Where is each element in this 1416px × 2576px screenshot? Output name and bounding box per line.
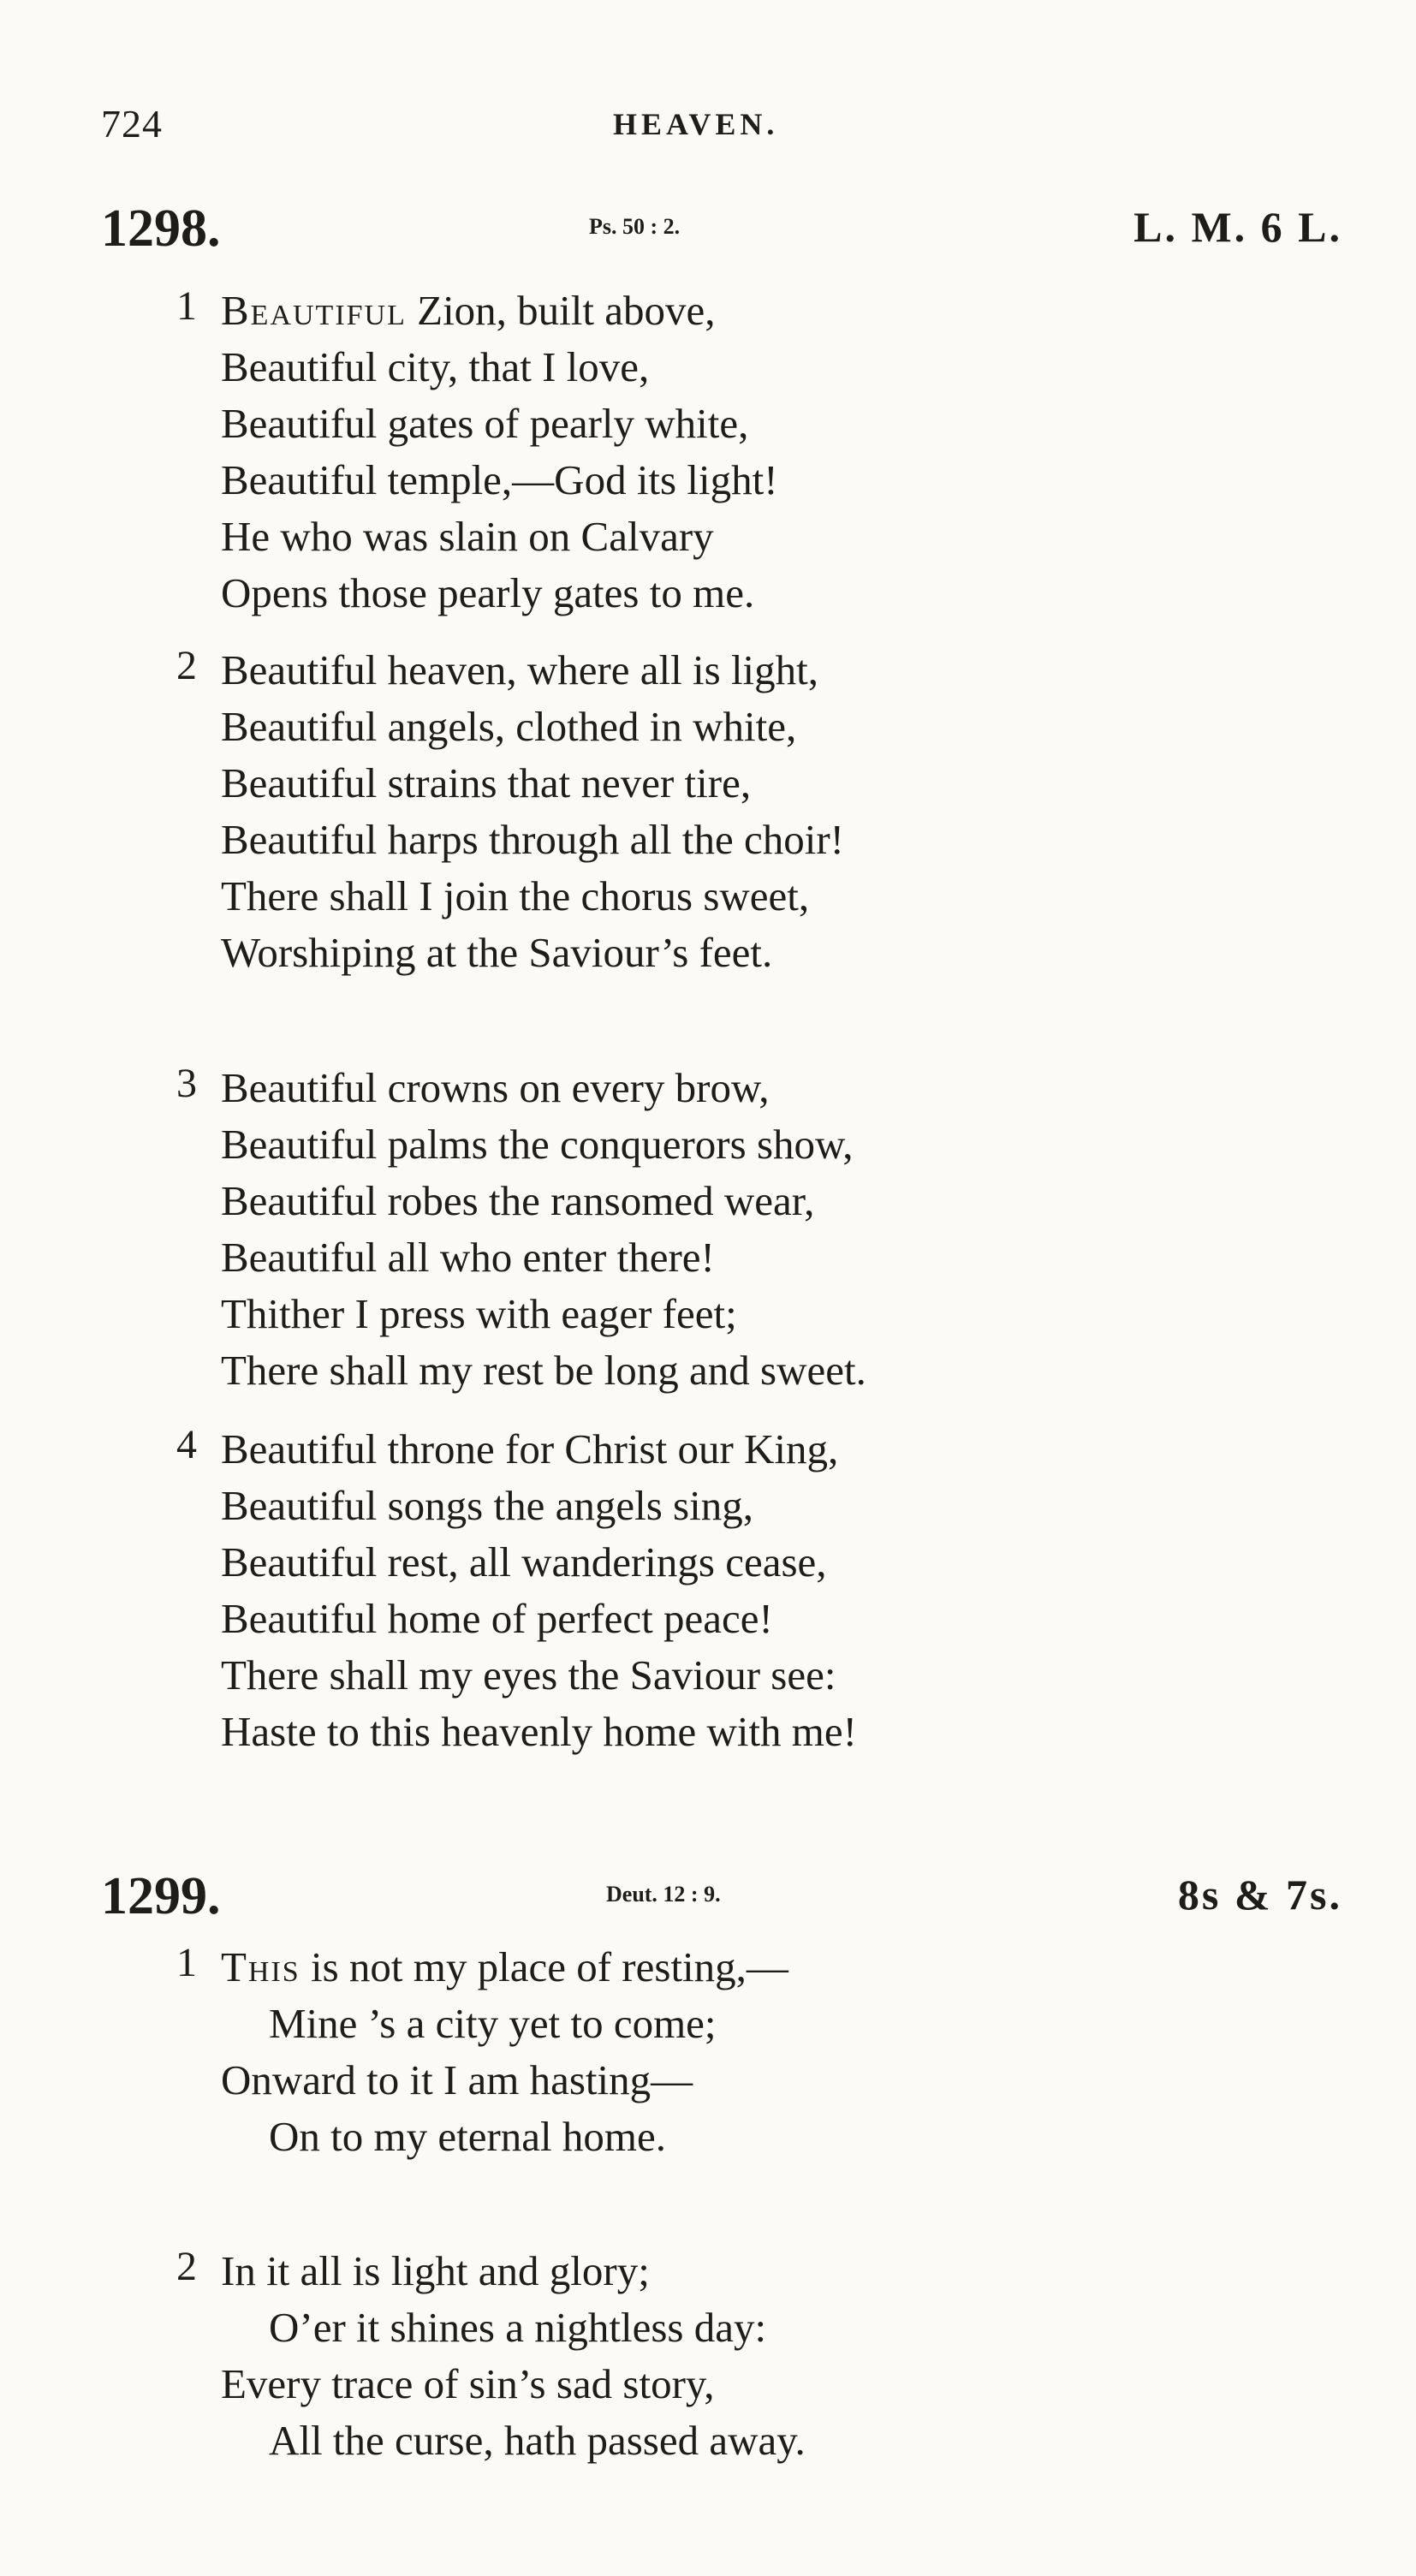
verse-line: There shall I join the chorus sweet, — [221, 872, 810, 919]
verse-line: Beautiful city, that I love, — [221, 343, 650, 390]
first-word: This — [221, 1943, 300, 1990]
verse-line: Opens those pearly gates to me. — [221, 569, 755, 616]
stanza-number: 2 — [176, 2244, 197, 2289]
verse-line: Beautiful heaven, where all is light, — [221, 646, 819, 693]
verse-line: Mine ’s a city yet to come; — [269, 2000, 717, 2047]
verse-line: Beautiful throne for Christ our King, — [221, 1425, 839, 1472]
first-word: Beautiful — [221, 287, 407, 334]
stanza-number: 4 — [176, 1422, 197, 1467]
first-line-rest: Zion, built above, — [406, 287, 716, 334]
verse-line: He who was slain on Calvary — [221, 513, 714, 560]
stanza — [176, 283, 778, 622]
scripture-reference: Deut. 12 : 9. — [606, 1882, 721, 1907]
verse-line: Onward to it I am hasting— — [221, 2056, 693, 2103]
hymn-meter: 8s & 7s. — [1177, 1871, 1342, 1919]
verse-line — [221, 1939, 788, 1996]
verse-line: Beautiful all who enter there! — [221, 1234, 715, 1281]
hymn-header-1299 — [101, 1866, 1342, 1935]
verse-line: Beautiful songs the angels sing, — [221, 1482, 753, 1529]
verse-line: Beautiful palms the conquerors show, — [221, 1121, 854, 1168]
scripture-reference: Ps. 50 : 2. — [589, 214, 681, 239]
verse-line: All the curse, hath passed away. — [269, 2417, 806, 2464]
verse-line: Beautiful temple,—God its light! — [221, 456, 778, 503]
verse-line: Haste to this heavenly home with me! — [221, 1708, 857, 1755]
verse-line: Beautiful home of perfect peace! — [221, 1595, 773, 1642]
stanza — [176, 1421, 857, 1760]
verse-line: Every trace of sin’s sad story, — [221, 2360, 715, 2407]
verse-line: Thither I press with eager feet; — [221, 1290, 737, 1337]
verse-line: Beautiful strains that never tire, — [221, 759, 752, 806]
verse-line: Worshiping at the Saviour’s feet. — [221, 929, 773, 976]
hymn-header-1298 — [101, 199, 1342, 267]
stanza-number: 2 — [176, 643, 197, 688]
stanza — [176, 2243, 806, 2469]
verse-line: In it all is light and glory; — [221, 2247, 650, 2294]
stanza-number: 1 — [176, 283, 197, 329]
verse-line: Beautiful robes the ransomed wear, — [221, 1177, 815, 1224]
hymn-number: 1299. — [101, 1867, 221, 1925]
verse-line: O’er it shines a nightless day: — [269, 2304, 767, 2351]
verse-line: Beautiful rest, all wanderings cease, — [221, 1538, 827, 1585]
hymn-meter: L. M. 6 L. — [1133, 203, 1342, 251]
running-head: HEAVEN. — [613, 107, 779, 141]
verse-line: Beautiful crowns on every brow, — [221, 1064, 770, 1111]
page-number: 724 — [101, 102, 163, 146]
stanza — [176, 1060, 866, 1399]
verse-line: On to my eternal home. — [269, 2113, 667, 2160]
verse-line: Beautiful gates of pearly white, — [221, 400, 749, 447]
stanza — [176, 1939, 788, 2165]
verse-line: There shall my eyes the Saviour see: — [221, 1651, 836, 1698]
verse-line: Beautiful harps through all the choir! — [221, 816, 844, 863]
verse-line: There shall my rest be long and sweet. — [221, 1347, 866, 1394]
hymn-number: 1298. — [101, 199, 221, 258]
stanza-number: 3 — [176, 1061, 197, 1106]
verse-line: Beautiful angels, clothed in white, — [221, 703, 797, 750]
stanza — [176, 642, 844, 981]
verse-line — [221, 283, 778, 339]
stanza-number: 1 — [176, 1940, 197, 1985]
first-line-rest: is not my place of resting,— — [300, 1943, 788, 1990]
